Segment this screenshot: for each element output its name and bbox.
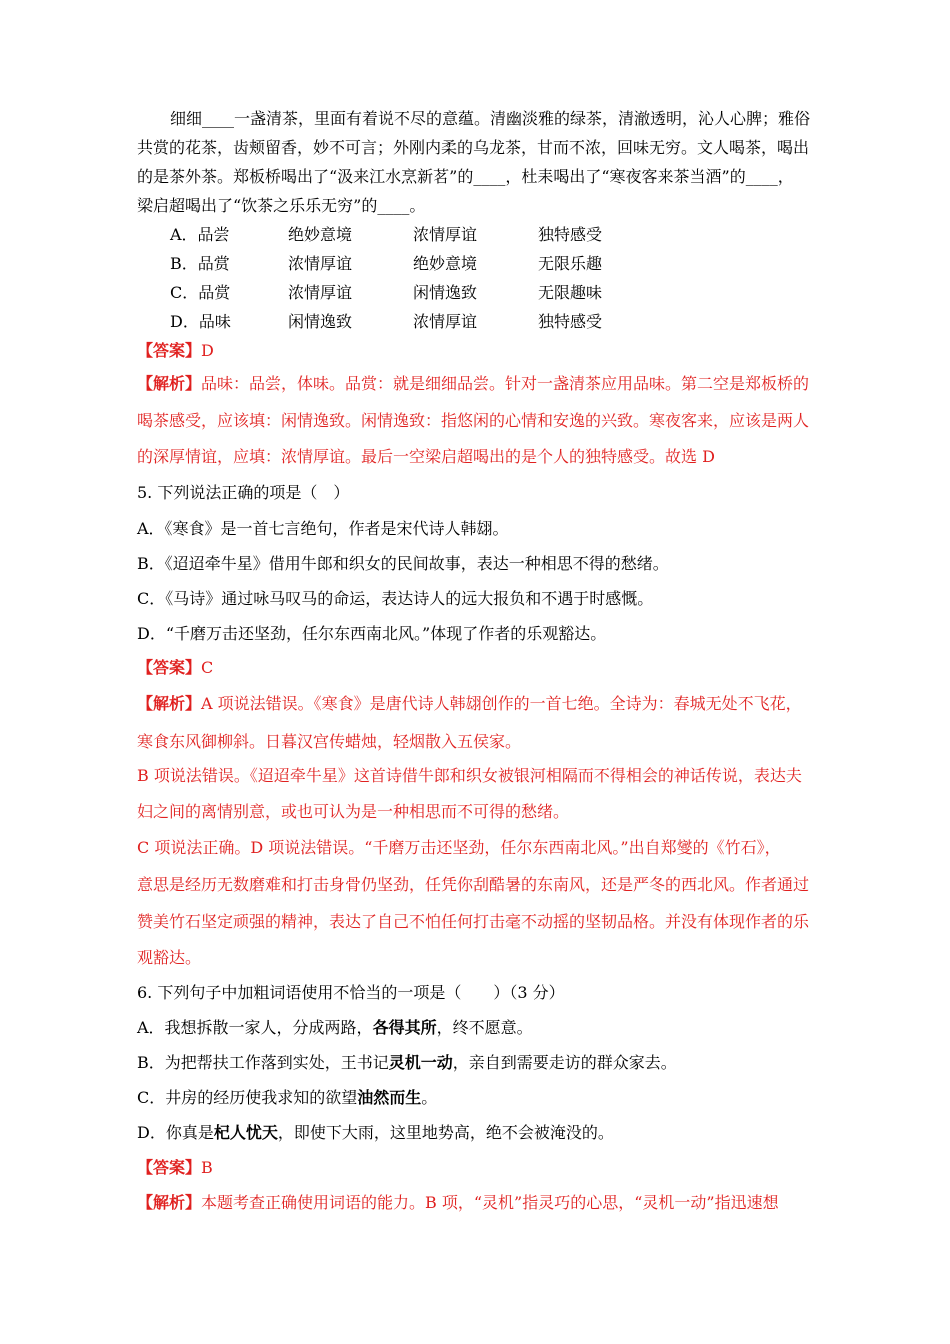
q5-answer: 【答案】C <box>137 658 214 677</box>
q5-analysis-line: 妇之间的离情别意，或也可认为是一种相思而不可得的愁绪。 <box>137 802 570 821</box>
q6-option-a: A．我想拆散一家人，分成两路，各得其所，终不愿意。 <box>137 1018 533 1037</box>
q4-analysis-line: 的深厚情谊，应填：浓情厚谊。最后一空梁启超喝出的是个人的独特感受。故选 D <box>137 447 715 466</box>
q5-option: C．《马诗》通过咏马叹马的命运，表达诗人的远大报负和不遇于时感慨。 <box>137 589 654 608</box>
q5-analysis-line: 寒食东风御柳斜。日暮汉宫传蜡烛，轻烟散入五侯家。 <box>137 732 522 751</box>
q5-analysis-line: 观豁达。 <box>137 948 202 967</box>
q4-stem-line: 细细____一盏清茶，里面有着说不尽的意蕴。清幽淡雅的绿茶，清澈透明，沁人心脾；雅俗 <box>170 109 811 128</box>
document-page: 细细____一盏清茶，里面有着说不尽的意蕴。清幽淡雅的绿茶，清澈透明，沁人心脾；雅俗 共赏的花茶，齿颊留香，妙不可言；外刚内柔的乌龙茶，甘而不浓，回味无穷。文人喝茶，喝出 的是茶外茶。郑板桥喝出了“汲来江水烹新茗”的____，杜耒喝出了“寒夜客来茶当酒”的____， 梁启超喝出了“饮茶之乐乐无穷”的____。 A．品尝 绝妙意境 浓情厚谊 独特感受 B．品赏 浓情厚谊 绝妙意境 无限乐趣 C．品赏 浓情厚谊 闲情逸致 无限趣味 D．品味 闲情逸致 浓情厚谊 独特感受 【答案】D 【解析】品味：品尝，体味。品赏：就是细细品尝。针对一盏清茶应用品味。第二空是郑板桥的 喝茶感受，应该填：闲情逸致。闲情逸致：指悠闲的心情和安逸的兴致。寒夜客来，应该是两人 的深厚情谊，应填：浓情厚谊。最后一空梁启超喝出的是个人的独特感受。故选 D 5. 下列说法正确的项是（ ） A．《寒食》是一首七言绝句，作者是宋代诗人韩翃。 B．《迢迢牵牛星》借用牛郎和织女的民间故事，表达一种相思不得的愁绪。 C．《马诗》通过咏马叹马的命运，表达诗人的远大报负和不遇于时感慨。 D．“千磨万击还坚劲，任尔东西南北风。”体现了作者的乐观豁达。 【答案】C 【解析】A 项说法错误。《寒食》是唐代诗人韩翃创作的一首七绝。全诗为：春城无处不飞花， 寒食东风御柳斜。日暮汉宫传蜡烛，轻烟散入五侯家。 B 项说法错误。《迢迢牵牛星》这首诗借牛郎和织女被银河相隔而不得相会的神话传说，表达夫 妇之间的离情别意，或也可认为是一种相思而不可得的愁绪。 C 项说法正确。D 项说法错误。“千磨万击还坚劲，任尔东西南北风。”出自郑燮的《竹石》， 意思是经历无数磨难和打击身骨仍坚劲，任凭你刮酷暑的东南风，还是严冬的西北风。作者通过 赞美竹石坚定顽强的精神，表达了自己不怕任何打击毫不动摇的坚韧品格。并没有体现作者的乐 观豁达。 6. 下列句子中加粗词语使用不恰当的一项是（ ）（3 分） A．我想拆散一家人，分成两路，各得其所，终不愿意。 B．为把帮扶工作落到实处，王书记灵机一动，亲自到需要走访的群众家去。 C．井房的经历使我求知的欲望油然而生。 D．你真是杞人忧天，即使下大雨，这里地势高，绝不会被淹没的。 【答案】B 【解析】本题考查正确使用词语的能力。B 项，“灵机”指灵巧的心思，“灵机一动”指迅速想 <box>137 109 811 1212</box>
q5-analysis-line: C 项说法正确。D 项说法错误。“千磨万击还坚劲，任尔东西南北风。”出自郑燮的《竹石》， <box>137 838 781 857</box>
q5-analysis-line: 【解析】A 项说法错误。《寒食》是唐代诗人韩翃创作的一首七绝。全诗为：春城无处不飞花， <box>137 694 802 713</box>
q5-analysis-line: 意思是经历无数磨难和打击身骨仍坚劲，任凭你刮酷暑的东南风，还是严冬的西北风。作者通过 <box>137 875 810 894</box>
q5-option: B．《迢迢牵牛星》借用牛郎和织女的民间故事，表达一种相思不得的愁绪。 <box>137 554 669 573</box>
q6-answer: 【答案】B <box>137 1158 213 1177</box>
q6-option-b: B．为把帮扶工作落到实处，王书记灵机一动，亲自到需要走访的群众家去。 <box>137 1053 677 1072</box>
q4-stem-line: 梁启超喝出了“饮茶之乐乐无穷”的____。 <box>137 196 426 215</box>
q5-analysis-line: B 项说法错误。《迢迢牵牛星》这首诗借牛郎和织女被银河相隔而不得相会的神话传说，表达夫 <box>137 766 802 785</box>
q5-option: D．“千磨万击还坚劲，任尔东西南北风。”体现了作者的乐观豁达。 <box>137 624 607 643</box>
q4-analysis-line: 喝茶感受，应该填：闲情逸致。闲情逸致：指悠闲的心情和安逸的兴致。寒夜客来，应该是两人 <box>137 411 810 430</box>
q6-option-d: D．你真是杞人忧天，即使下大雨，这里地势高，绝不会被淹没的。 <box>137 1123 614 1142</box>
q5-option: A．《寒食》是一首七言绝句，作者是宋代诗人韩翃。 <box>137 519 509 538</box>
q6-analysis-line: 【解析】本题考查正确使用词语的能力。B 项，“灵机”指灵巧的心思，“灵机一动”指迅速想 <box>137 1193 779 1212</box>
q6-stem: 6. 下列句子中加粗词语使用不恰当的一项是（ ）（3 分） <box>137 983 565 1002</box>
q4-answer: 【答案】D <box>137 341 214 360</box>
q4-stem-line: 的是茶外茶。郑板桥喝出了“汲来江水烹新茗”的____，杜耒喝出了“寒夜客来茶当酒”的____， <box>137 167 794 186</box>
q4-analysis-line: 【解析】品味：品尝，体味。品赏：就是细细品尝。针对一盏清茶应用品味。第二空是郑板桥的 <box>137 374 810 393</box>
q6-option-c: C．井房的经历使我求知的欲望油然而生。 <box>137 1088 438 1107</box>
q5-stem: 5. 下列说法正确的项是（ ） <box>137 483 350 502</box>
q4-stem-line: 共赏的花茶，齿颊留香，妙不可言；外刚内柔的乌龙茶，甘而不浓，回味无穷。文人喝茶，喝出 <box>137 138 810 157</box>
q5-analysis-line: 赞美竹石坚定顽强的精神，表达了自己不怕任何打击毫不动摇的坚韧品格。并没有体现作者的乐 <box>137 912 810 931</box>
